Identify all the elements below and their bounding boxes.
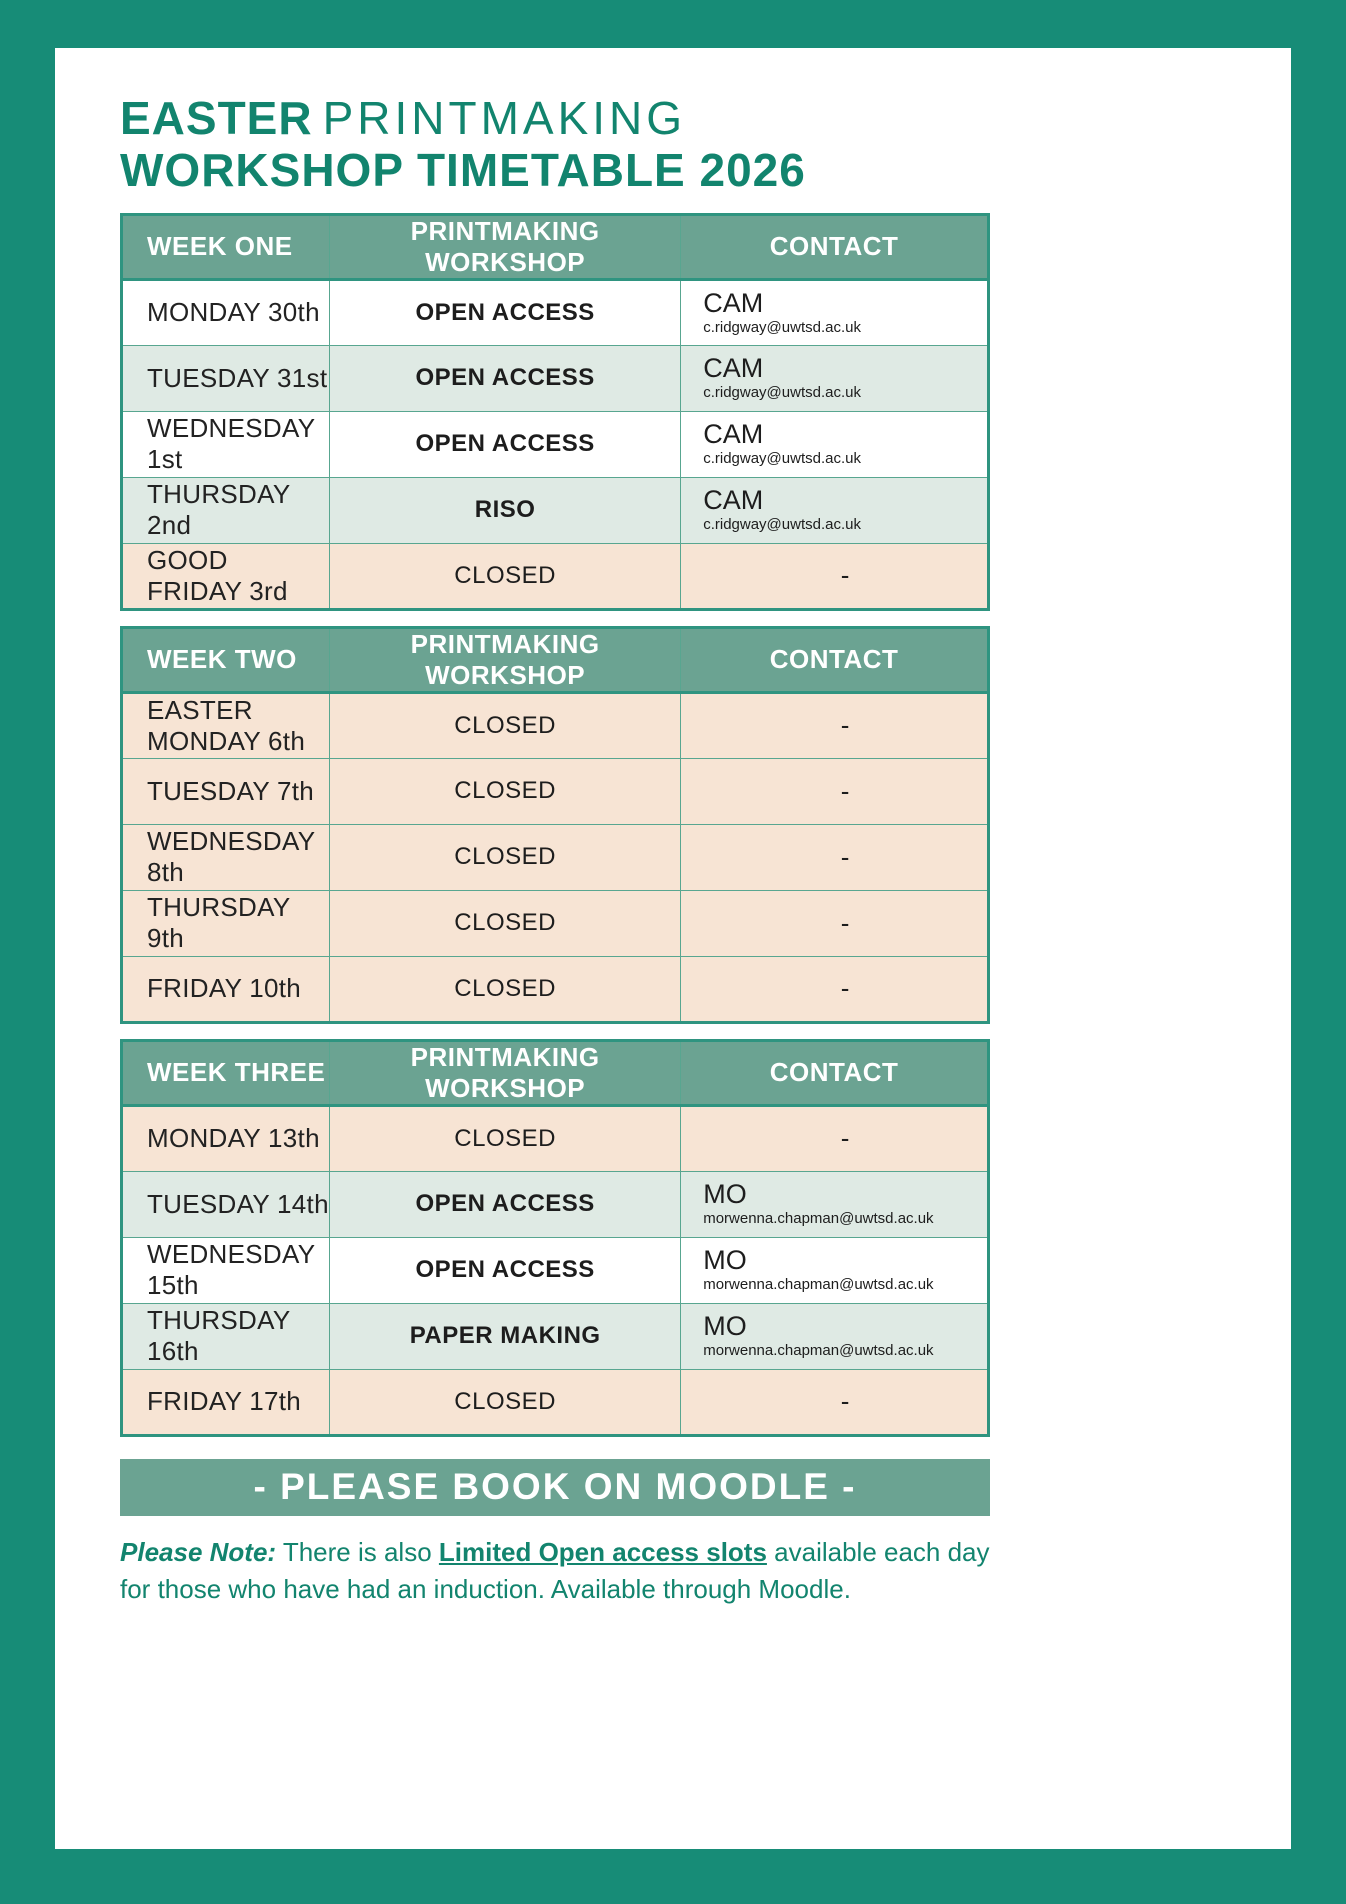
week-two-table xyxy=(120,626,990,1024)
workshop-cell: OPEN ACCESS xyxy=(330,411,681,477)
contact-column-header: CONTACT xyxy=(681,214,989,279)
contact-name: CAM xyxy=(703,485,764,516)
contact-column-header: CONTACT xyxy=(681,627,989,692)
workshop-cell: OPEN ACCESS xyxy=(330,345,681,411)
note-label: Please Note: xyxy=(120,1536,277,1567)
day-cell: FRIDAY 10th xyxy=(122,956,330,1022)
day-cell: THURSDAY 9th xyxy=(122,890,330,956)
table-row xyxy=(122,890,989,956)
table-row xyxy=(122,824,989,890)
contact-cell: - xyxy=(681,824,989,890)
title-line-1 xyxy=(120,92,990,144)
book-on-moodle-banner: - PLEASE BOOK ON MOODLE - xyxy=(120,1459,990,1516)
contact-cell xyxy=(681,279,989,345)
workshop-cell: CLOSED xyxy=(330,543,681,609)
table-row xyxy=(122,1369,989,1435)
table-row xyxy=(122,345,989,411)
workshop-cell: CLOSED xyxy=(330,1369,681,1435)
page-title xyxy=(120,92,990,196)
contact-email: morwenna.chapman@uwtsd.ac.uk xyxy=(703,1342,934,1360)
contact-cell: - xyxy=(681,1369,989,1435)
title-printmaking: PRINTMAKING xyxy=(322,92,687,144)
day-cell: WEDNESDAY 1st xyxy=(122,411,330,477)
contact-cell: - xyxy=(681,543,989,609)
workshop-cell: CLOSED xyxy=(330,758,681,824)
note xyxy=(120,1534,1000,1608)
contact-cell: - xyxy=(681,758,989,824)
day-cell: TUESDAY 31st xyxy=(122,345,330,411)
week-three-label: WEEK THREE xyxy=(122,1040,330,1105)
contact-cell xyxy=(681,1237,989,1303)
note-limited-slots-text: Limited Open access slots xyxy=(438,1536,767,1567)
table-row xyxy=(122,279,989,345)
workshop-cell: CLOSED xyxy=(330,692,681,758)
workshop-cell: OPEN ACCESS xyxy=(330,279,681,345)
contact-cell xyxy=(681,345,989,411)
table-row xyxy=(122,956,989,1022)
contact-email: c.ridgway@uwtsd.ac.uk xyxy=(703,450,861,468)
contact-cell xyxy=(681,411,989,477)
workshop-cell: CLOSED xyxy=(330,956,681,1022)
workshop-cell: CLOSED xyxy=(330,890,681,956)
week-three-table xyxy=(120,1039,990,1437)
contact-cell xyxy=(681,1171,989,1237)
contact-cell: - xyxy=(681,890,989,956)
day-cell: WEDNESDAY 15th xyxy=(122,1237,330,1303)
table-row xyxy=(122,411,989,477)
day-cell: FRIDAY 17th xyxy=(122,1369,330,1435)
workshop-column-header: PRINTMAKING WORKSHOP xyxy=(330,627,681,692)
contact-cell xyxy=(681,477,989,543)
table-row xyxy=(122,692,989,758)
contact-cell: - xyxy=(681,956,989,1022)
week-two-header-row xyxy=(122,627,989,692)
contact-email: c.ridgway@uwtsd.ac.uk xyxy=(703,384,861,402)
day-cell: MONDAY 30th xyxy=(122,279,330,345)
contact-cell: - xyxy=(681,1105,989,1171)
workshop-cell: CLOSED xyxy=(330,1105,681,1171)
note-text-before: There is also xyxy=(276,1536,439,1567)
title-line-2: WORKSHOP TIMETABLE 2026 xyxy=(120,143,806,196)
day-cell: TUESDAY 14th xyxy=(122,1171,330,1237)
workshop-cell: OPEN ACCESS xyxy=(330,1171,681,1237)
contact-email: c.ridgway@uwtsd.ac.uk xyxy=(703,318,861,336)
title-easter: EASTER xyxy=(120,92,313,144)
day-cell: THURSDAY 2nd xyxy=(122,477,330,543)
table-row xyxy=(122,543,989,609)
contact-cell xyxy=(681,1303,989,1369)
contact-name: MO xyxy=(703,1311,747,1342)
contact-name: MO xyxy=(703,1179,747,1210)
workshop-column-header: PRINTMAKING WORKSHOP xyxy=(330,1040,681,1105)
contact-column-header: CONTACT xyxy=(681,1040,989,1105)
day-cell: MONDAY 13th xyxy=(122,1105,330,1171)
contact-name: MO xyxy=(703,1245,747,1276)
day-cell: TUESDAY 7th xyxy=(122,758,330,824)
contact-name: CAM xyxy=(703,287,764,318)
week-one-table xyxy=(120,213,990,611)
table-row xyxy=(122,1105,989,1171)
table-row xyxy=(122,477,989,543)
workshop-cell: OPEN ACCESS xyxy=(330,1237,681,1303)
week-two-label: WEEK TWO xyxy=(122,627,330,692)
contact-name: CAM xyxy=(703,419,764,450)
day-cell: THURSDAY 16th xyxy=(122,1303,330,1369)
day-cell: EASTER MONDAY 6th xyxy=(122,692,330,758)
table-row xyxy=(122,758,989,824)
workshop-cell: RISO xyxy=(330,477,681,543)
contact-name: CAM xyxy=(703,353,764,384)
contact-email: morwenna.chapman@uwtsd.ac.uk xyxy=(703,1210,934,1228)
workshop-column-header: PRINTMAKING WORKSHOP xyxy=(330,214,681,279)
note-text-after: available each day for those who have had an induction. Available through Moodle. xyxy=(120,1536,990,1604)
contact-cell: - xyxy=(681,692,989,758)
contact-email: morwenna.chapman@uwtsd.ac.uk xyxy=(703,1276,934,1294)
poster-content xyxy=(55,48,990,1608)
day-cell: GOOD FRIDAY 3rd xyxy=(122,543,330,609)
table-row xyxy=(122,1303,989,1369)
day-cell: WEDNESDAY 8th xyxy=(122,824,330,890)
table-row xyxy=(122,1237,989,1303)
workshop-cell: CLOSED xyxy=(330,824,681,890)
week-three-header-row xyxy=(122,1040,989,1105)
table-row xyxy=(122,1171,989,1237)
poster-sheet xyxy=(55,48,1291,1849)
week-one-header-row xyxy=(122,214,989,279)
workshop-cell: PAPER MAKING xyxy=(330,1303,681,1369)
week-one-label: WEEK ONE xyxy=(122,214,330,279)
contact-email: c.ridgway@uwtsd.ac.uk xyxy=(703,516,861,534)
